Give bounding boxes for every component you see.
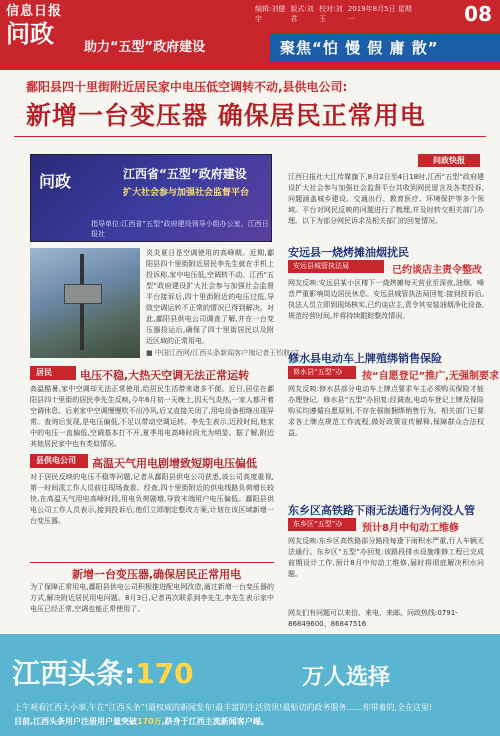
ad-line1: 上午观看江西大小事,午在“江西头条”!最权威的新闻发布!最丰富的生活资讯!最贴切的政务服务……你带着的,全在这里!: [14, 703, 433, 712]
meta-item: 校对:刘玉: [319, 5, 343, 23]
page-number: 08: [464, 2, 492, 26]
ad-headline: [12, 652, 194, 692]
transformer-photo: [30, 248, 140, 358]
section-body-new: 为了保障正常用电,鄱阳县供电公司积极推进配电网改造,通过新增一台变压器的方式,解决附近居民用电问题。8月3日,记者再次联系到李先生,李先生表示家中电压已经正常,空调也能正常使用了。: [30, 583, 274, 613]
masthead: [0, 0, 500, 70]
section-body-residents: 高温酷暑,家中空调却无法正常使用,给居民生活带来诸多不便。近日,居住在鄱阳县四十里街的居民李先生反映,今年6月初一天晚上,因天气炎热,一家人都开着空调休息。后来家中空调慢慢吹不出冷风,后又直接关闭了,用电设备相继出现异常。查询后发现,是电压偏低,不足以带动空调运转。李先生表示,近段时间,他家中的电压一直偏低,空调基本打不开,夏季用电高峰时段尤为明显。据了解,附近其他居民家中也有类似情况。: [30, 385, 274, 448]
ad-line2: [14, 716, 269, 727]
ad-line2-c: ,跻身于江西主流新闻客户端。: [161, 717, 269, 726]
section-body-county: 对于居民反映的电压不稳等问题,记者从鄱阳县供电公司获悉,该公司高度重视,第一时间派工作人员前往现场查看。经查,四十里街附近的供电线路负荷增长较快,在高温天气用电高峰时段,用电负荷剧增,导致末端用户电压偏低。鄱阳县供电公司工作人员表示,接到投诉后,他们立即制定整改方案,计划在该区域新增一台变压器。: [30, 473, 274, 525]
item3-body: 网友反映:东乡区高铁路部分路段每逢下雨积水严重,行人车辆无法通行。东乡区“五型”办回复:该路段排水设施维修工程已完成前期设计工作,预计8月中旬动工维修,届时将彻底解决积水问题。: [288, 537, 484, 578]
logo-line1: 信息日报: [6, 4, 63, 19]
promo-subtitle: 扩大社会参与加强社会监督平台: [123, 188, 250, 198]
promo-organizer: 指导单位:江西省“五型”政府建设领导小组办公室、江西日报社: [91, 220, 269, 238]
section-label-residents: 居民: [30, 366, 76, 380]
ad-prefix: 江西头条:: [12, 657, 136, 690]
item3-reply: 预计8月中旬动工维修: [362, 523, 459, 534]
hotline-note: 网友们有问题可以来信、来电、来邮。问政热线:0791-86849600、86847516: [288, 609, 458, 628]
meta-item: 2019年8月5日 星期一: [347, 5, 412, 23]
quick-report-intro: 江西日报社大江传媒旗下,8月2日至4日18时,江西“五型”政府建设扩大社会参与加强社会监督平台共收到网民留言及各类投诉,问题涵盖城乡建设、交通出行、教育医疗、环境保护等多个领域。平台对网民反映的问题进行了梳理,并及时转交相关部门办理。以下为部分网民诉求及相关部门的回复情况。: [288, 173, 484, 225]
logo-line2: 问政: [6, 20, 54, 48]
meta-item: 编辑:刘健宇: [255, 5, 286, 23]
section-head-new: 新增一台变压器,确保居民正常用电: [72, 568, 242, 581]
item2-body: 网友反映:修水县部分电动车上牌点要求车主必须购买保险才能办理登记。修水县“五型”办回复:经调查,电动车登记上牌及保险购买均遵循自愿原则,不存在强制捆绑销售行为。相关部门已要求各上牌点规范工作流程,做好政策宣传解释,保障群众合法权益。: [288, 385, 484, 437]
item1-body: 网友反映:安远县某小区楼下一烧烤摊每天营业至深夜,油烟、噪音严重影响周边居民休息。安远县城管执法局回复:接到投诉后,执法人员立即到现场核实,已约谈店主,责令其安装油烟净化设备,规范经营时间,并将持续跟踪整改情况。: [288, 279, 484, 320]
promo-logo: 问政: [39, 172, 72, 191]
divider: [14, 136, 486, 137]
section-label-county: 县供电公司: [30, 454, 88, 468]
article-kicker: 鄱阳县四十里街附近居民家中电压低空调转不动,县供电公司:: [26, 80, 348, 94]
item3-head: 东乡区高铁路下雨无法通行为何没人管: [288, 504, 475, 517]
photo-caption: ■ 中国江西网/江西头条新闻客户端记者王钧航/文: [146, 349, 300, 357]
item2-dept: 修水县“五型”办: [288, 366, 356, 379]
quick-report-badge: 问政快报: [418, 154, 480, 167]
lead-text: 炎炎夏日是空调使用的高峰期。近期,鄱阳县四十里街附近居民李先生就在手机上投诉称,家中电压低,空调转不动。江西“五型”政府建设扩大社会参与加强社会监督平台接诉后,四十里街附近的电压过低,导致空调运转不正常的情况已得到解决。对此,鄱阳县供电公司调查了解,并在一台变压器投运后,确保了四十里街居民以及附近区域的正常用电。: [146, 249, 274, 345]
ad-line2-b: 170万: [137, 717, 162, 726]
article-title: 新增一台变压器 确保居民正常用电: [26, 101, 426, 130]
item1-head: 安远县一烧烤摊油烟扰民: [288, 246, 409, 259]
promo-title: 江西省“五型”政府建设: [123, 167, 247, 181]
app-advertisement: [0, 634, 500, 736]
meta-item: 版式:刘君: [290, 5, 314, 23]
item1-reply: 已约谈店主责令整改: [392, 265, 482, 276]
item3-dept: 东乡区“五型”办: [288, 518, 356, 531]
paper-logo: [6, 4, 78, 64]
theme-banner: 聚焦“怕 慢 假 庸 散”: [270, 34, 500, 62]
section-head-residents: 电压不稳,大热天空调无法正常运转: [80, 369, 250, 382]
ad-number: 170: [135, 657, 194, 690]
divider: [30, 562, 274, 563]
platform-promo: [30, 154, 272, 242]
transformer-icon: [64, 284, 102, 304]
section-title: 助力“五型”政府建设: [84, 40, 206, 55]
ad-line2-a: 目前,江西头条用户注册用户量突破: [14, 717, 138, 726]
page-meta: [255, 4, 415, 24]
ad-suffix: 万人选择: [302, 665, 391, 690]
section-head-county: 高温天气用电剧增致短期电压偏低: [92, 457, 257, 470]
item2-reply: 按“自愿登记”推广,无强制要求: [362, 371, 499, 382]
item2-head: 修水县电动车上牌殖绑销售保险: [288, 352, 442, 365]
item1-dept: 安远县城管执法局: [288, 260, 384, 273]
